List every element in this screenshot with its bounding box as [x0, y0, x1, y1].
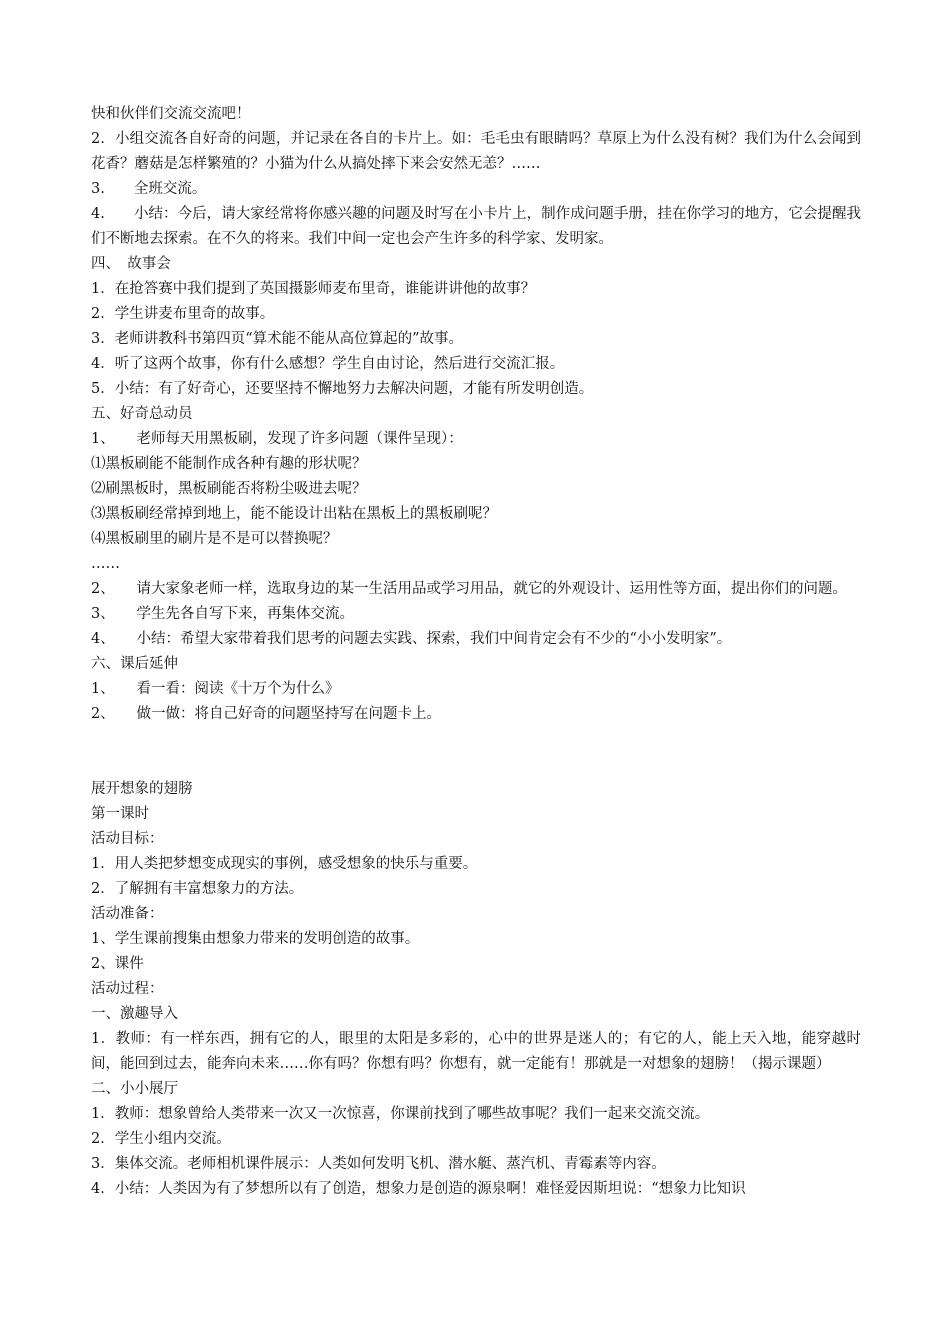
text-line: 2．了解拥有丰富想象力的方法。 — [91, 881, 304, 897]
text-line: 1．在抢答赛中我们提到了英国摄影师麦布里奇，谁能讲讲他的故事？ — [91, 281, 536, 297]
text-line: 1．用人类把梦想变成现实的事例，感受想象的快乐与重要。 — [91, 856, 478, 872]
text-line: 3. 全班交流。 — [91, 181, 207, 197]
text-line: 4．小结：人类因为有了梦想所以有了创造，想象力是创造的源泉啊！难怪爱因斯坦说：“想象力比知识 — [91, 1181, 746, 1197]
section-heading: 五、好奇总动员 — [91, 406, 193, 422]
section-heading: 活动准备： — [91, 906, 164, 922]
lesson-title: 展开想象的翅膀 — [91, 781, 193, 797]
list-item: ⑷黑板刷里的刷片是不是可以替换呢？ — [91, 531, 338, 547]
list-item: ⑵刷黑板时，黑板刷能否将粉尘吸进去呢？ — [91, 481, 367, 497]
text-line: …… — [91, 556, 120, 572]
section-spacer — [91, 727, 861, 777]
text-line: 5．小结：有了好奇心，还要坚持不懈地努力去解决问题，才能有所发明创造。 — [91, 381, 594, 397]
section-heading: 二、小小展厅 — [91, 1081, 178, 1097]
list-item: ⑴黑板刷能不能制作成各种有趣的形状呢？ — [91, 456, 367, 472]
text-line: 1．教师：想象曾给人类带来一次又一次惊喜，你课前找到了哪些故事呢？我们一起来交流交流。 — [91, 1106, 710, 1122]
text-line: 快和伙伴们交流交流吧！ — [91, 106, 251, 122]
section-heading: 四、 故事会 — [91, 256, 171, 272]
section-heading: 六、课后延伸 — [91, 656, 178, 672]
text-line: 2、课件 — [91, 956, 144, 972]
text-line: 2、 请大家象老师一样，选取身边的某一生活用品或学习用品，就它的外观设计、运用性等方面，提出你们的问题。 — [91, 581, 847, 597]
section-curiosity-lesson — [91, 102, 861, 727]
text-line: 4. 小结：今后，请大家经常将你感兴趣的问题及时写在小卡片上，制作成问题手册，挂在你学习的地方，它会提醒我们不断地去探索。在不久的将来。我们中间一定也会产生许多的科学家、发明家。 — [91, 206, 861, 247]
text-line: 4、 小结：希望大家带着我们思考的问题去实践、探索，我们中间肯定会有不少的“小小发明家”。 — [91, 631, 732, 647]
text-line: 1、学生课前搜集由想象力带来的发明创造的故事。 — [91, 931, 420, 947]
text-line: 2、 做一做：将自己好奇的问题坚持写在问题卡上。 — [91, 706, 441, 722]
text-line: 2．学生讲麦布里奇的故事。 — [91, 306, 275, 322]
section-heading: 一、激趣导入 — [91, 1006, 178, 1022]
lesson-period: 第一课时 — [91, 806, 149, 822]
text-line: 3．集体交流。老师相机课件展示：人类如何发明飞机、潜水艇、蒸汽机、青霉素等内容。 — [91, 1156, 666, 1172]
text-line: 1、 老师每天用黑板刷，发现了许多问题（课件呈现）： — [91, 431, 463, 447]
text-line: 1．教师：有一样东西，拥有它的人，眼里的太阳是多彩的，心中的世界是迷人的；有它的人，能上天入地，能穿越时间，能回到过去，能奔向未来……你有吗？你想有吗？你想有，就一定能有！那就是一对想象的翅膀！（揭示课题） — [91, 1031, 861, 1072]
text-line: 2．学生小组内交流。 — [91, 1131, 231, 1147]
section-imagination-lesson — [91, 777, 861, 1202]
list-item: ⑶黑板刷经常掉到地上，能不能设计出粘在黑板上的黑板刷呢？ — [91, 506, 497, 522]
text-line: 4．听了这两个故事，你有什么感想？学生自由讨论，然后进行交流汇报。 — [91, 356, 565, 372]
text-line: 2．小组交流各自好奇的问题，并记录在各自的卡片上。如：毛毛虫有眼睛吗？草原上为什么没有树？我们为什么会闻到花香？蘑菇是怎样繁殖的？小猫为什么从搞处摔下来会安然无恙？…… — [91, 131, 861, 172]
text-line: 3、 学生先各自写下来，再集体交流。 — [91, 606, 354, 622]
document-page — [91, 102, 861, 1202]
section-heading: 活动过程： — [91, 981, 164, 997]
text-line: 3．老师讲教科书第四页“算术能不能从高位算起的”故事。 — [91, 331, 464, 347]
section-heading: 活动目标： — [91, 831, 164, 847]
text-line: 1、 看一看：阅读《十万个为什么》 — [91, 681, 340, 697]
